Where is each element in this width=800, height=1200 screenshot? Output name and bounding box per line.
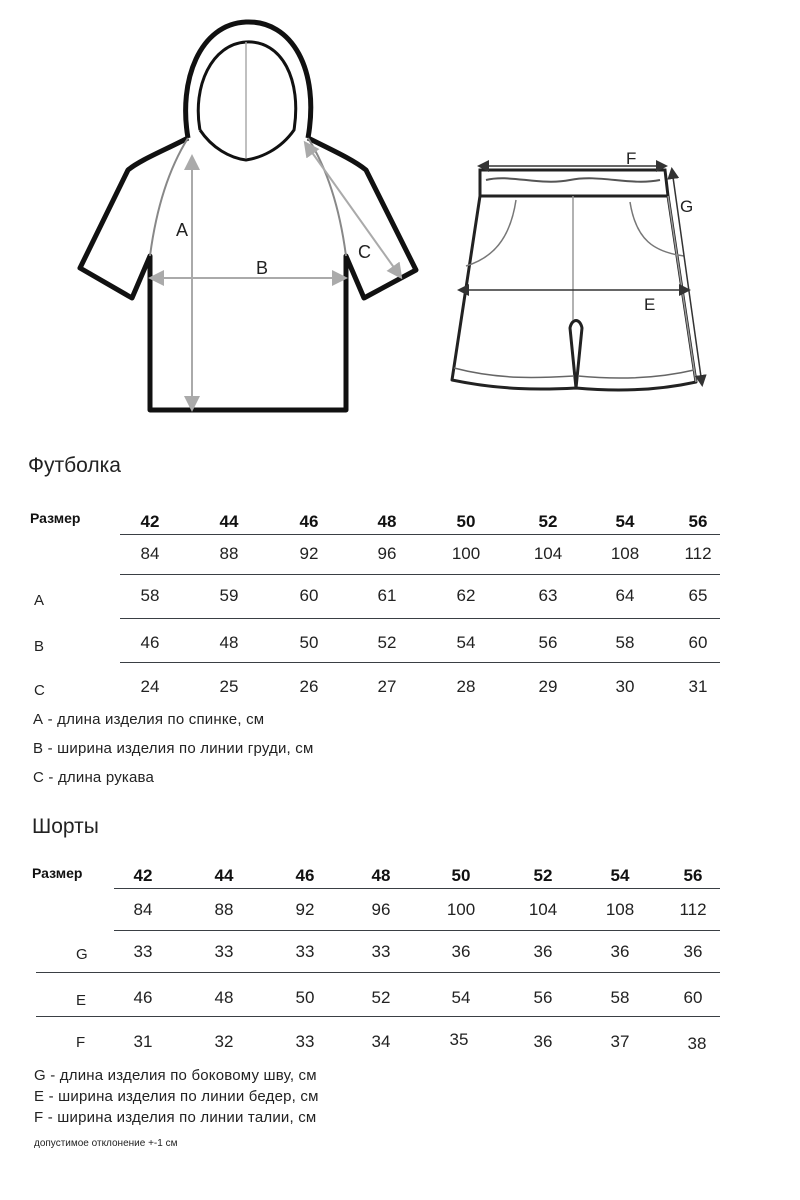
tshirt-b-cell: 52	[377, 633, 397, 652]
shorts-size-44: 44	[214, 866, 234, 885]
tshirt-chest-cell: 100	[451, 544, 481, 563]
shorts-chest-cell: 84	[133, 900, 153, 919]
tshirt-a-cell: 64	[615, 586, 635, 605]
shorts-size-42: 42	[133, 866, 153, 885]
shorts-size-48: 48	[371, 866, 391, 885]
shorts-legend-e: E - ширина изделия по линии бедер, см	[34, 1088, 319, 1105]
shorts-size-label: Размер	[32, 865, 83, 881]
tshirt-c-cell: 26	[299, 677, 319, 696]
shorts-chest-cell: 104	[528, 900, 558, 919]
shorts-f-cell: 33	[295, 1032, 315, 1051]
tshirt-a-cell: 61	[377, 586, 397, 605]
tshirt-size-48: 48	[377, 512, 397, 531]
shorts-label-f: F	[626, 149, 637, 168]
shorts-f-cell: 37	[610, 1032, 630, 1051]
shorts-g-cell: 33	[133, 942, 153, 961]
shorts-label-g: G	[680, 197, 694, 216]
tshirt-row-label-a: A	[34, 592, 45, 609]
hoodie-label-b: B	[256, 258, 269, 278]
shorts-row-label-f: F	[76, 1034, 86, 1051]
tshirt-c-cell: 29	[538, 677, 558, 696]
shorts-f-cell: 32	[214, 1032, 234, 1051]
shorts-chest-cell: 88	[214, 900, 234, 919]
shorts-g-cell: 36	[451, 942, 471, 961]
tshirt-chest-cell: 104	[533, 544, 563, 563]
shorts-chest-cell: 96	[371, 900, 391, 919]
shorts-chest-cell: 92	[295, 900, 315, 919]
shorts-f-cell: 36	[533, 1032, 553, 1051]
tshirt-b-cell: 50	[299, 633, 319, 652]
shorts-rule-2	[114, 930, 720, 931]
shorts-legend-g: G - длина изделия по боковому шву, см	[34, 1067, 317, 1084]
shorts-chest-cell: 112	[679, 900, 707, 919]
shorts-row-label-e: E	[76, 992, 87, 1009]
tshirt-c-cell: 25	[219, 677, 239, 696]
tshirt-rule-1	[120, 534, 720, 535]
shorts-g-cell: 33	[214, 942, 234, 961]
tshirt-legend-c: С - длина рукава	[33, 769, 155, 786]
hoodie-label-c: C	[358, 242, 371, 262]
tshirt-c-cell: 24	[140, 677, 160, 696]
shorts-e-cell: 52	[371, 988, 391, 1007]
hoodie-illustration	[70, 10, 430, 420]
tshirt-b-cell: 56	[538, 633, 558, 652]
shorts-g-cell: 36	[610, 942, 630, 961]
tshirt-chest-cell: 96	[377, 544, 397, 563]
shorts-rule-4	[36, 1016, 720, 1017]
shorts-g-cell: 36	[533, 942, 553, 961]
shorts-chest-cell: 108	[605, 900, 635, 919]
tshirt-chest-cell: 92	[299, 544, 319, 563]
shorts-e-cell: 60	[683, 988, 703, 1007]
tshirt-chest-cell: 84	[140, 544, 160, 563]
shorts-e-cell: 48	[214, 988, 234, 1007]
tshirt-c-cell: 30	[615, 677, 635, 696]
tshirt-rule-4	[120, 662, 720, 663]
shorts-legend-f: F - ширина изделия по линии талии, см	[34, 1109, 317, 1126]
shorts-rule-1	[114, 888, 720, 889]
shorts-g-cell: 36	[683, 942, 703, 961]
tshirt-rule-3	[120, 618, 720, 619]
tshirt-section-title: Футболка	[28, 454, 121, 477]
tshirt-row-label-c: C	[34, 682, 45, 699]
shorts-f-cell: 35	[449, 1030, 469, 1049]
shorts-g-cell: 33	[371, 942, 391, 961]
shorts-size-52: 52	[533, 866, 553, 885]
shorts-size-46: 46	[295, 866, 315, 885]
tshirt-row-label-b: B	[34, 638, 45, 655]
tshirt-chest-cell: 112	[684, 544, 712, 563]
shorts-section-title: Шорты	[32, 815, 99, 838]
tshirt-size-54: 54	[615, 512, 635, 531]
tshirt-c-cell: 31	[688, 677, 708, 696]
tshirt-size-50: 50	[456, 512, 476, 531]
tshirt-rule-2	[120, 574, 720, 575]
tshirt-b-cell: 58	[615, 633, 635, 652]
shorts-e-cell: 50	[295, 988, 315, 1007]
shorts-row-label-g: G	[76, 946, 88, 963]
shorts-f-cell: 31	[133, 1032, 153, 1051]
shorts-rule-3	[36, 972, 720, 973]
tshirt-b-cell: 60	[688, 633, 708, 652]
shorts-g-cell: 33	[295, 942, 315, 961]
tolerance-note: допустимое отклонение +-1 см	[34, 1138, 178, 1149]
shorts-chest-cell: 100	[446, 900, 476, 919]
tshirt-size-46: 46	[299, 512, 319, 531]
shorts-label-e: E	[644, 295, 656, 314]
tshirt-a-cell: 63	[538, 586, 558, 605]
tshirt-a-cell: 59	[219, 586, 239, 605]
tshirt-size-52: 52	[538, 512, 558, 531]
tshirt-chest-cell: 108	[610, 544, 640, 563]
shorts-f-cell: 38	[687, 1034, 707, 1053]
shorts-e-cell: 58	[610, 988, 630, 1007]
shorts-e-cell: 46	[133, 988, 153, 1007]
shorts-size-54: 54	[610, 866, 630, 885]
tshirt-a-cell: 58	[140, 586, 160, 605]
tshirt-chest-cell: 88	[219, 544, 239, 563]
tshirt-c-cell: 28	[456, 677, 476, 696]
tshirt-c-cell: 27	[377, 677, 397, 696]
shorts-f-cell: 34	[371, 1032, 391, 1051]
tshirt-b-cell: 48	[219, 633, 239, 652]
shorts-size-50: 50	[451, 866, 471, 885]
shorts-e-cell: 56	[533, 988, 553, 1007]
tshirt-size-label: Размер	[30, 510, 81, 526]
tshirt-size-56: 56	[688, 512, 708, 531]
tshirt-a-cell: 60	[299, 586, 319, 605]
tshirt-a-cell: 65	[688, 586, 708, 605]
tshirt-size-42: 42	[140, 512, 160, 531]
tshirt-b-cell: 46	[140, 633, 160, 652]
tshirt-size-44: 44	[219, 512, 239, 531]
tshirt-legend-b: В - ширина изделия по линии груди, см	[33, 740, 314, 757]
tshirt-b-cell: 54	[456, 633, 476, 652]
tshirt-legend-a: А - длина изделия по спинке, см	[33, 711, 265, 728]
tshirt-a-cell: 62	[456, 586, 476, 605]
shorts-size-56: 56	[683, 866, 703, 885]
shorts-illustration	[440, 140, 730, 410]
hoodie-label-a: A	[176, 220, 189, 240]
shorts-e-cell: 54	[451, 988, 471, 1007]
